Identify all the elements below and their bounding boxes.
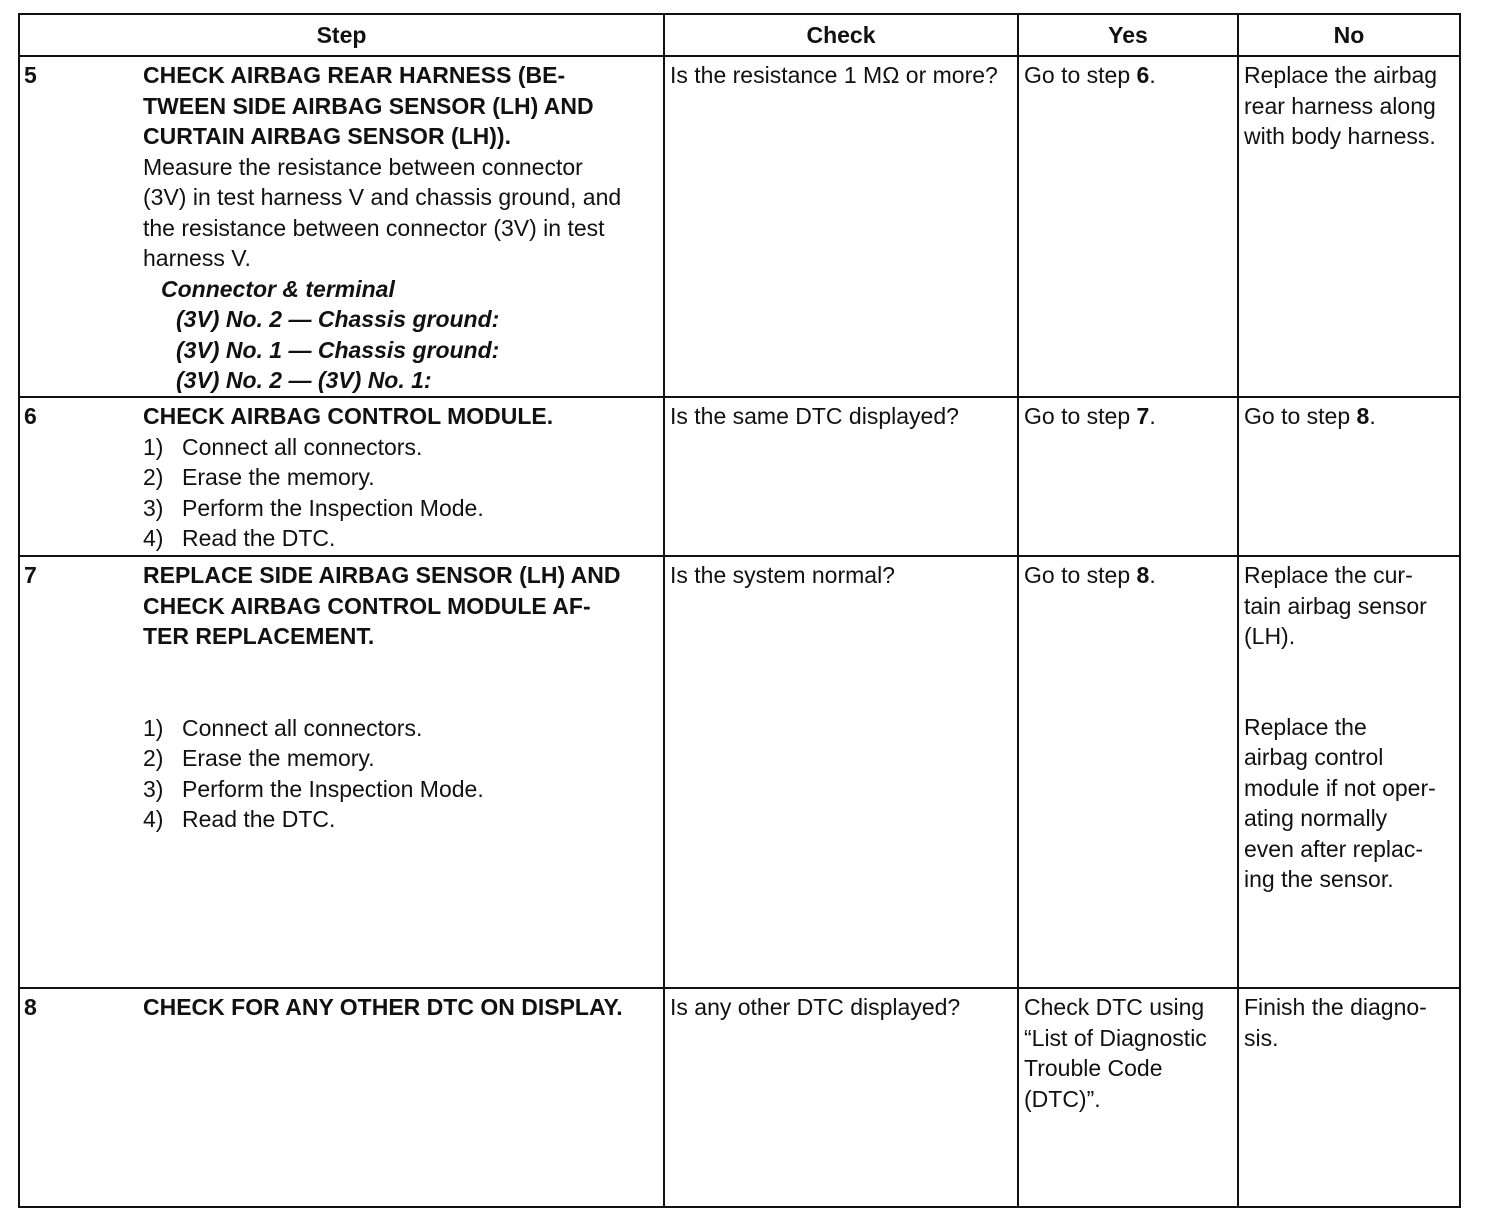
yes-cell [1018, 56, 1238, 397]
list-item [143, 432, 657, 463]
no-text-line: Replace the [1244, 713, 1367, 740]
step-cell [19, 988, 664, 1207]
header-check: Check [664, 14, 1018, 56]
list-item-number: 1) [143, 433, 164, 460]
yes-step-number: 8 [1136, 562, 1150, 588]
table-header-row [19, 14, 1460, 56]
yes-cell [1018, 556, 1238, 988]
yes-text-line: Check DTC using [1024, 994, 1205, 1020]
header-yes: Yes [1018, 14, 1238, 56]
no-text-line: Replace the airbag [1244, 62, 1438, 88]
step-number: 6 [24, 403, 37, 429]
list-item [143, 713, 657, 744]
check-cell [664, 556, 1018, 988]
yes-suffix: . [1149, 562, 1156, 588]
yes-prefix: Go to step [1024, 62, 1137, 88]
step-cell [19, 397, 664, 556]
list-item-text: Erase the memory. [182, 464, 375, 490]
step-title-line: CHECK FOR ANY OTHER DTC ON DISPLAY. [143, 994, 623, 1020]
list-item-number: 4) [143, 806, 164, 832]
no-text-line: rear harness along [1244, 92, 1436, 119]
yes-text-line: “List of Diagnostic [1024, 1024, 1207, 1051]
step-number: 8 [24, 994, 37, 1020]
no-cell [1238, 988, 1460, 1207]
yes-prefix: Go to step [1024, 562, 1137, 588]
no-text-line: (LH). [1244, 623, 1296, 649]
no-text-line: airbag control [1244, 744, 1384, 770]
yes-step-number: 6 [1136, 62, 1150, 88]
no-text-line: ating normally [1244, 805, 1388, 831]
no-text-line: sis. [1244, 1024, 1279, 1051]
list-item-text: Connect all connectors. [182, 433, 423, 460]
yes-suffix: . [1149, 403, 1156, 429]
header-step: Step [19, 14, 664, 56]
no-step-number: 8 [1356, 403, 1370, 429]
step-number: 5 [24, 62, 37, 88]
step-body-line: the resistance between connector (3V) in test [143, 214, 605, 241]
list-item [143, 743, 657, 774]
no-text-line: even after replac- [1244, 835, 1423, 862]
step-body-line: (3V) in test harness V and chassis ground, and [143, 184, 622, 210]
check-cell [664, 56, 1018, 397]
list-item-text: Perform the Inspection Mode. [182, 775, 484, 802]
check-text: Is the resistance 1 MΩ or more? [670, 62, 998, 88]
header-no: No [1238, 14, 1460, 56]
list-item [143, 804, 657, 835]
yes-text-line: Trouble Code [1024, 1055, 1163, 1081]
spec-title: Connector & terminal [161, 275, 395, 302]
yes-cell [1018, 397, 1238, 556]
diagnostic-table [18, 13, 1461, 1208]
list-item-text: Read the DTC. [182, 525, 336, 551]
list-item-number: 3) [143, 775, 164, 802]
spec-line: (3V) No. 1 — Chassis ground: [176, 336, 500, 363]
step-title-line: CHECK AIRBAG CONTROL MODULE. [143, 403, 554, 429]
list-item-text: Read the DTC. [182, 806, 336, 832]
table-row-step-7 [19, 556, 1460, 988]
step-cell [19, 556, 664, 988]
yes-text-line: (DTC)”. [1024, 1085, 1101, 1112]
step-number: 7 [24, 562, 37, 588]
step-body-line: harness V. [143, 245, 251, 271]
list-item-number: 2) [143, 464, 164, 490]
no-text-line: with body harness. [1244, 123, 1436, 149]
list-item [143, 774, 657, 805]
step-title-line: REPLACE SIDE AIRBAG SENSOR (LH) AND [143, 562, 621, 588]
step-title-line: TWEEN SIDE AIRBAG SENSOR (LH) AND [143, 92, 594, 119]
step-cell [19, 56, 664, 397]
table-row-step-6 [19, 397, 1460, 556]
check-text: Is the system normal? [670, 562, 895, 588]
step-title-line: CHECK AIRBAG CONTROL MODULE AF- [143, 592, 591, 619]
no-cell [1238, 397, 1460, 556]
list-item [143, 523, 657, 554]
check-text: Is any other DTC displayed? [670, 994, 961, 1020]
table-row-step-5 [19, 56, 1460, 397]
list-item-number: 2) [143, 745, 164, 771]
step-title-line: CURTAIN AIRBAG SENSOR (LH)). [143, 123, 511, 149]
no-cell [1238, 556, 1460, 988]
list-item-number: 4) [143, 525, 164, 551]
list-item [143, 462, 657, 493]
table-row-step-8 [19, 988, 1460, 1207]
spec-line: (3V) No. 2 — Chassis ground: [176, 306, 500, 332]
check-cell [664, 988, 1018, 1207]
list-item-text: Perform the Inspection Mode. [182, 494, 484, 521]
step-title-line: TER REPLACEMENT. [143, 623, 375, 649]
no-text-line: Replace the cur- [1244, 562, 1413, 588]
no-text-line: tain airbag sensor [1244, 592, 1427, 619]
step-title-line: CHECK AIRBAG REAR HARNESS (BE- [143, 62, 566, 88]
yes-cell [1018, 988, 1238, 1207]
no-suffix: . [1369, 403, 1376, 429]
list-item-text: Connect all connectors. [182, 714, 423, 741]
list-item [143, 493, 657, 524]
check-cell [664, 397, 1018, 556]
no-prefix: Go to step [1244, 403, 1357, 429]
no-cell [1238, 56, 1460, 397]
no-text-line: ing the sensor. [1244, 866, 1394, 892]
no-text-line: module if not oper- [1244, 774, 1436, 801]
check-text: Is the same DTC displayed? [670, 403, 959, 429]
list-item-number: 1) [143, 714, 164, 741]
yes-prefix: Go to step [1024, 403, 1137, 429]
list-item-text: Erase the memory. [182, 745, 375, 771]
no-text-line: Finish the diagno- [1244, 994, 1427, 1020]
yes-suffix: . [1149, 62, 1156, 88]
spec-line: (3V) No. 2 — (3V) No. 1: [176, 367, 432, 393]
list-item-number: 3) [143, 494, 164, 521]
yes-step-number: 7 [1136, 403, 1150, 429]
step-body-line: Measure the resistance between connector [143, 153, 583, 180]
